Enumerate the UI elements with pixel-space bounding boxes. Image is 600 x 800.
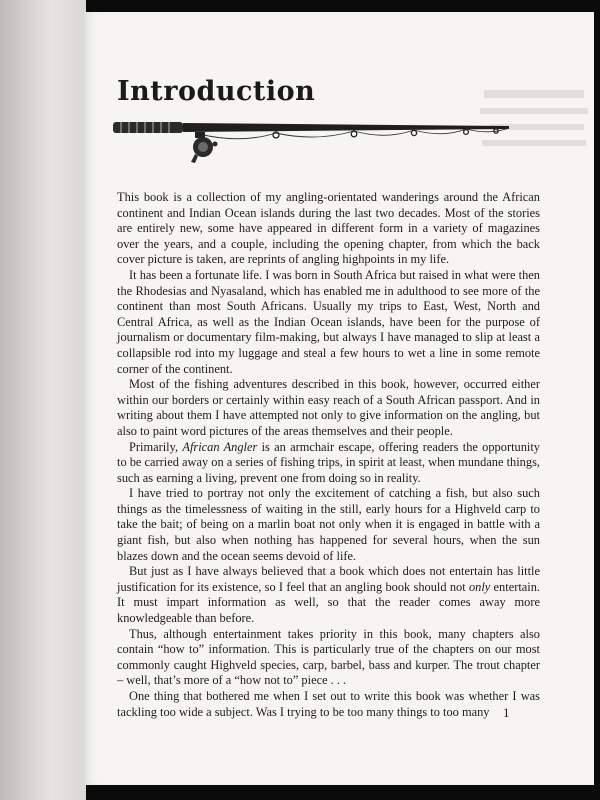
page-number: 1 [503, 705, 510, 720]
emphasis-italic: only [468, 579, 491, 594]
paragraph-text: But just as I have always believed that a book which does not entertain has little justification for its existence, so I feel that an angling book should not [117, 564, 540, 594]
paragraph [117, 268, 540, 377]
paragraph [117, 440, 540, 487]
paragraph-text: This book is a collection of my angling-orientated wanderings around the African continent and Indian Ocean islands during the last two decades. Most of the stories are entirely new, some have appeared in different form in a variety of magazines over the years, and a couple, including the opening chapter, from which the back cover picture is taken, are reprints of angling highpoints in my life. [117, 190, 540, 267]
introduction-text [117, 190, 540, 720]
fishing-rod-with-reel-icon [111, 114, 511, 166]
paragraph-text: is an armchair escape, offering readers the opportunity to be carried away on a series of fishing trips, in spirit at least, when mundane things, such as earning a living, prevent one from doing so in reality. [117, 439, 540, 485]
paragraph [117, 564, 540, 626]
page-title: Introduction [117, 76, 316, 107]
paragraph-text: Most of the fishing adventures described in this book, however, occurred either within our borders or certainly within easy reach of a South African passport. And in writing about them I have attempted not only to give information on the angling, but also to paint word pictures of the areas themselves and their people. [117, 377, 540, 438]
paragraph-text: entertain. It must impart information as well, so that the reader comes away more knowledgeable than before. [117, 579, 540, 626]
paragraph [117, 190, 540, 268]
paragraph-text: It has been a fortunate life. I was born in South Africa but raised in what were then the Rhodesias and Nyasaland, which has enabled me in adulthood to see more of the continent than most South Africans. Usually my trips to East, West, North and Central Africa, as well as the Indian Ocean islands, have been for the purpose of journalism or documentary film-making, but always I have managed to slip at least a collapsible rod into my luggage and steal a few hours to wet a line in some remote corner of the continent. [117, 267, 540, 376]
paragraph-text: I have tried to portray not only the excitement of catching a fish, but also such things as the timelessness of waiting in the still, early hours for a Highveld carp to take the bait; of being on a marlin boat not only when it is engaged in battle with a giant fish, but also when nothing has happened for several hours, when the sun blazes down and the ocean seems devoid of life. [117, 486, 540, 563]
book-title-italic: African Angler [182, 439, 258, 454]
facing-page-edge [0, 0, 86, 800]
paragraph-text: One thing that bothered me when I set out to write this book was whether I was tackling too wide a subject. Was I trying to be too many things to too many [117, 689, 540, 719]
book-page [84, 12, 594, 785]
paragraph [117, 627, 540, 689]
paragraph-text: Primarily, [129, 439, 183, 454]
paragraph [117, 689, 540, 720]
paragraph [117, 486, 540, 564]
paragraph-text: Thus, although entertainment takes priority in this book, many chapters also contain “how to” information. This is particularly true of the chapters on our most commonly caught Highveld species, carp, barbel, bass and kurper. The trout chapter – well, that’s more of a “how not to” piece . . . [117, 626, 540, 688]
paragraph [117, 377, 540, 439]
